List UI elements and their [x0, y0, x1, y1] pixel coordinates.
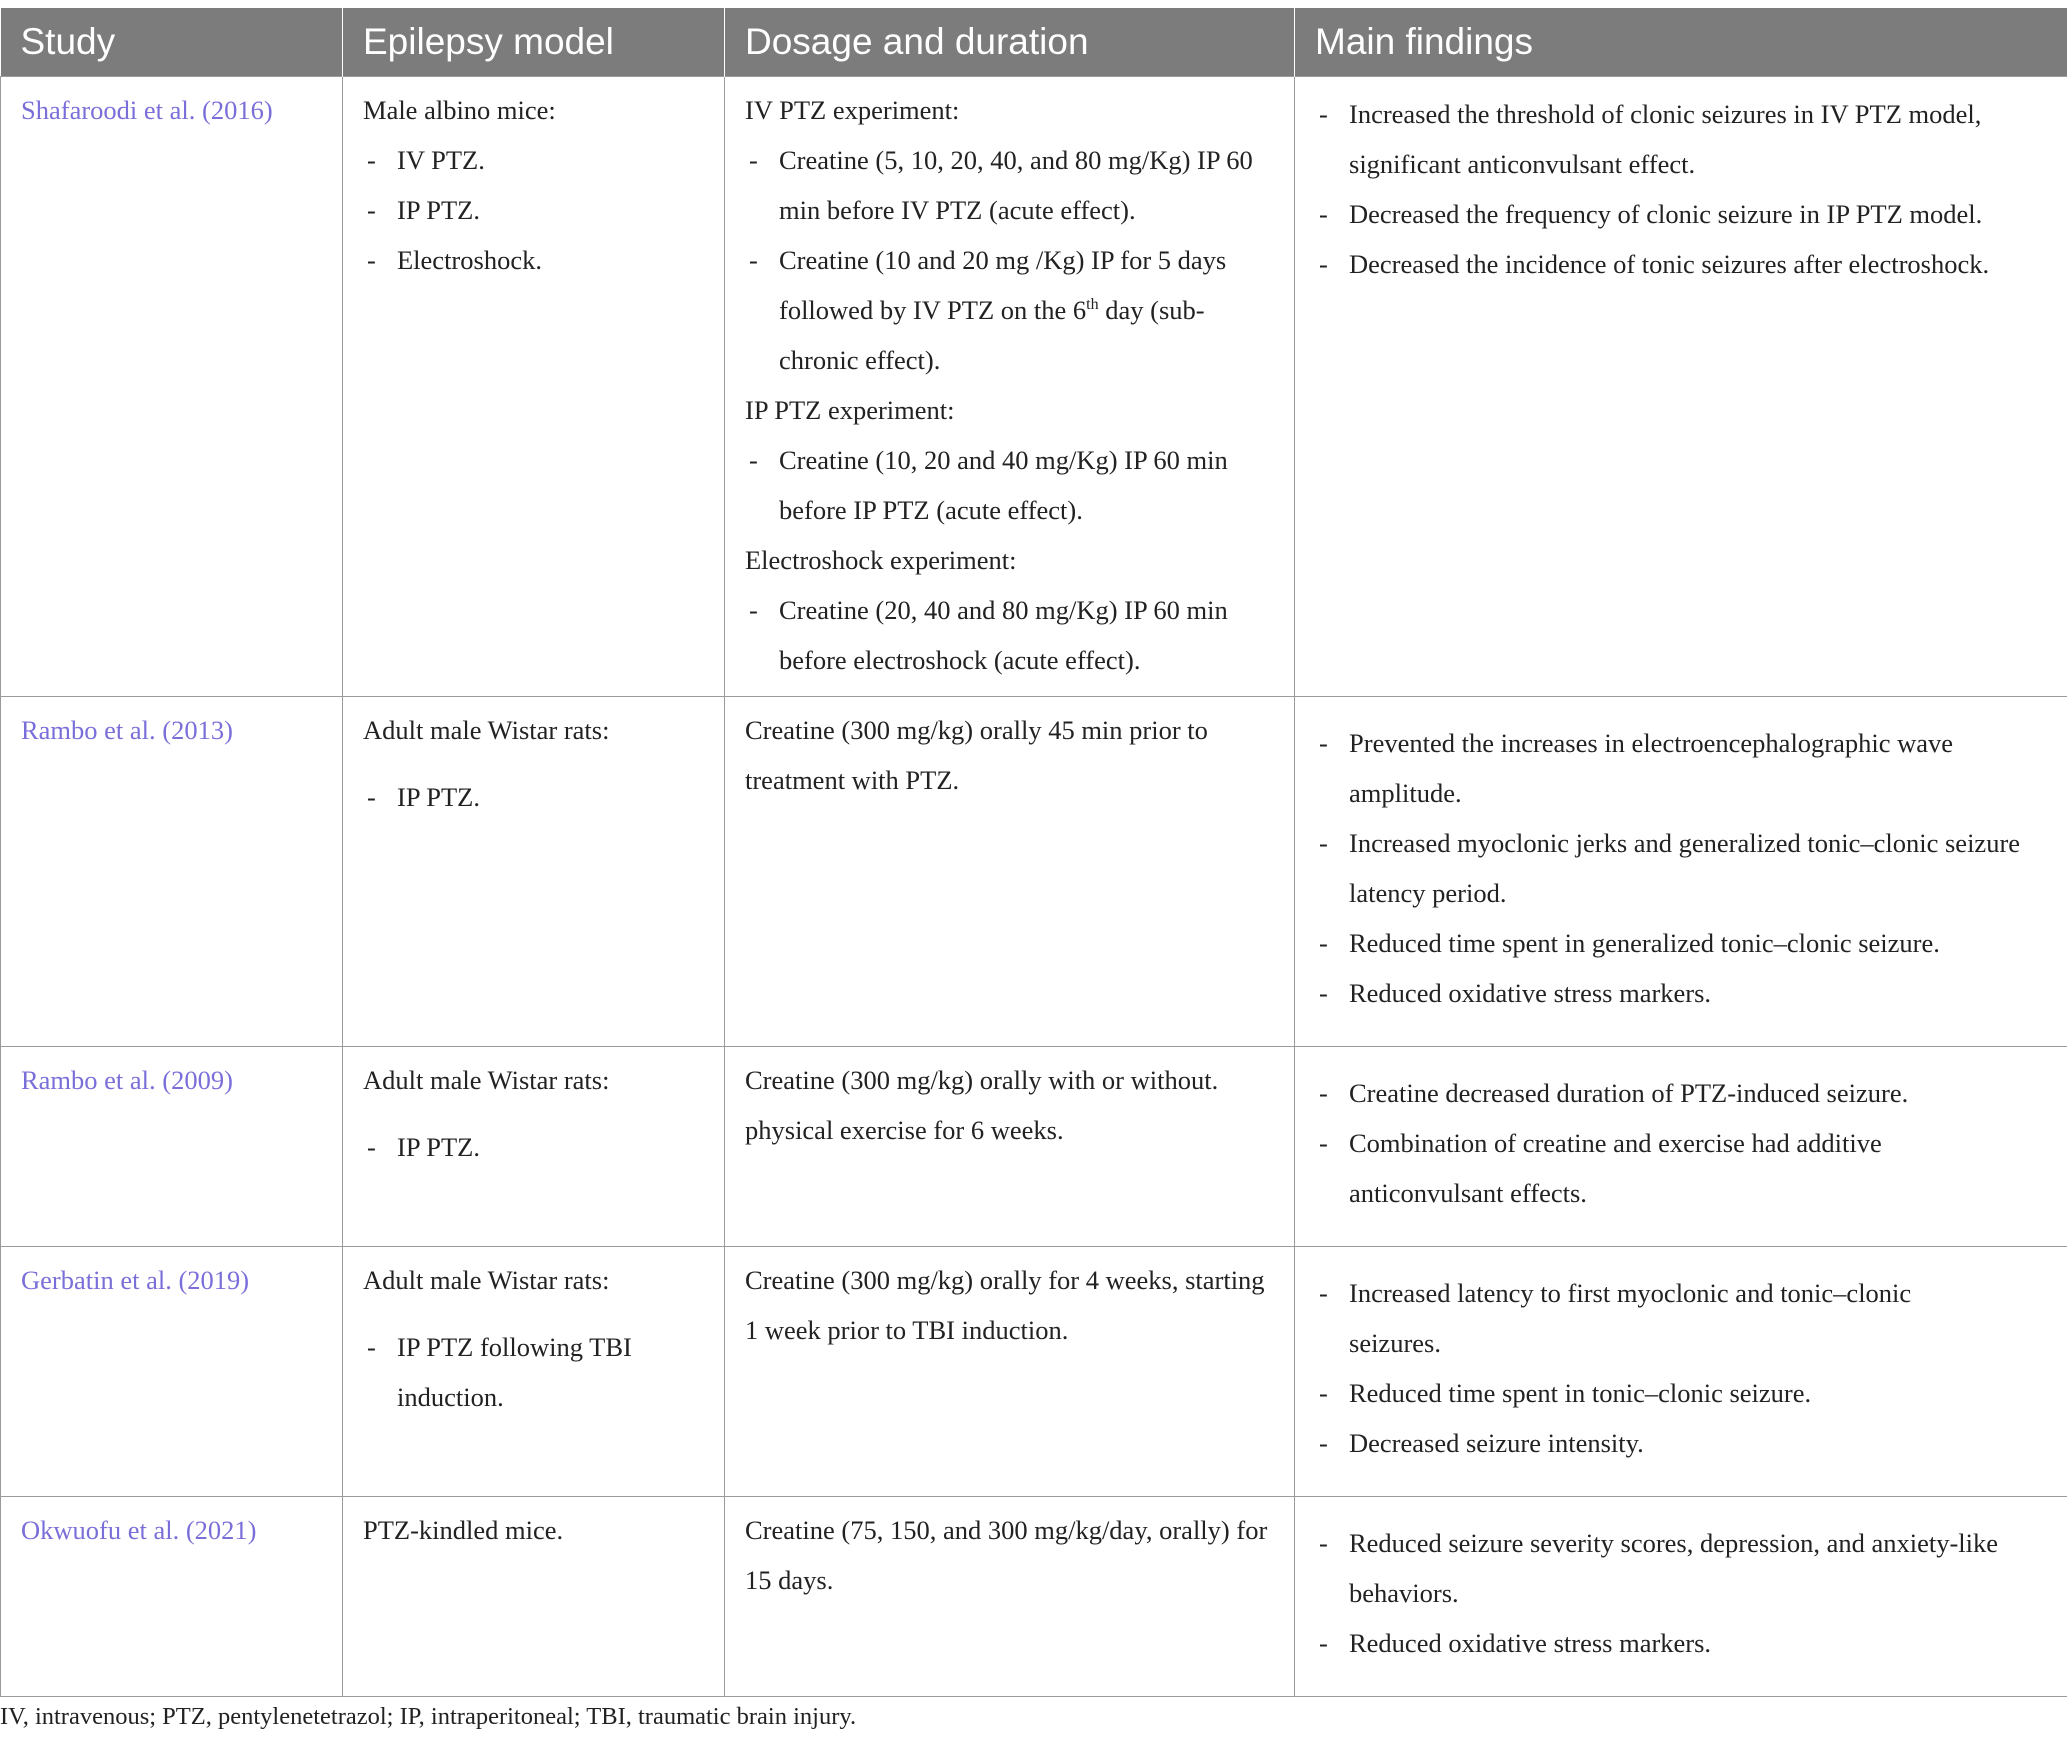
dosage-list: [745, 585, 1276, 685]
list-item: - Creatine (10, 20 and 40 mg/Kg) IP 60 min before IP PTZ (acute effect).: [745, 435, 1276, 535]
list-item: - IV PTZ.: [363, 135, 706, 185]
list-item: - Creatine (20, 40 and 80 mg/Kg) IP 60 min before electroshock (acute effect).: [745, 585, 1276, 685]
column-header-dosage-duration: Dosage and duration: [725, 8, 1295, 76]
study-link[interactable]: Rambo et al. (2009): [21, 1064, 233, 1095]
study-link[interactable]: Shafaroodi et al. (2016): [21, 94, 273, 125]
list-item: [745, 235, 1276, 385]
epilepsy-model-cell: [343, 76, 725, 696]
findings-list: [1315, 1268, 2049, 1468]
list-item: - Creatine decreased duration of PTZ-induced seizure.: [1315, 1068, 2049, 1118]
column-header-study: Study: [1, 8, 343, 76]
dosage-list: [745, 435, 1276, 535]
list-item: - Prevented the increases in electroencephalographic wave amplitude.: [1315, 718, 2049, 818]
column-header-main-findings: Main findings: [1295, 8, 2067, 76]
dosage-text: Creatine (75, 150, and 300 mg/kg/day, orally) for 15 days.: [745, 1514, 1268, 1595]
list-item: - IP PTZ.: [363, 1122, 706, 1172]
list-item: - Reduced seizure severity scores, depression, and anxiety-like behaviors.: [1315, 1518, 2049, 1618]
dosage-list: [745, 135, 1276, 385]
findings-cell: [1295, 1246, 2067, 1496]
dosage-subheading: IV PTZ experiment:: [745, 94, 960, 125]
study-link[interactable]: Rambo et al. (2013): [21, 714, 233, 745]
findings-cell: [1295, 76, 2067, 696]
list-item-text: Creatine (10 and 20 mg /Kg) IP for 5 days followed by IV PTZ on the 6: [779, 244, 1227, 325]
model-intro: Adult male Wistar rats:: [363, 714, 610, 745]
list-item: - Increased the threshold of clonic seizures in IV PTZ model, significant anticonvulsant effect.: [1315, 89, 2049, 189]
list-item: - Decreased the frequency of clonic seizure in IP PTZ model.: [1315, 189, 2049, 239]
table-header: [1, 8, 2067, 76]
list-item: - Decreased the incidence of tonic seizures after electroshock.: [1315, 239, 2049, 289]
dosage-cell: [725, 696, 1295, 1046]
epilepsy-model-cell: [343, 1496, 725, 1696]
dosage-text: Creatine (300 mg/kg) orally 45 min prior to treatment with PTZ.: [745, 714, 1208, 795]
list-item: - Reduced oxidative stress markers.: [1315, 1618, 2049, 1668]
dosage-cell: [725, 1246, 1295, 1496]
findings-list: [1315, 1068, 2049, 1218]
model-intro: Adult male Wistar rats:: [363, 1064, 610, 1095]
table-row: [1, 696, 2067, 1046]
list-item: - Increased myoclonic jerks and generalized tonic–clonic seizure latency period.: [1315, 818, 2049, 918]
table-row: [1, 1246, 2067, 1496]
list-item: - Reduced time spent in tonic–clonic seizure.: [1315, 1368, 2049, 1418]
epilepsy-model-cell: [343, 696, 725, 1046]
model-list: [363, 1122, 706, 1172]
list-item: - Electroshock.: [363, 235, 706, 285]
model-intro: Male albino mice:: [363, 94, 556, 125]
table-row: [1, 1496, 2067, 1696]
list-item: - Increased latency to first myoclonic and tonic–clonic seizures.: [1315, 1268, 2049, 1368]
study-link[interactable]: Gerbatin et al. (2019): [21, 1264, 250, 1295]
model-list: [363, 1322, 706, 1422]
dosage-cell: [725, 76, 1295, 696]
model-list: [363, 772, 706, 822]
findings-cell: [1295, 1046, 2067, 1246]
study-cell: [1, 1046, 343, 1246]
model-intro: Adult male Wistar rats:: [363, 1264, 610, 1295]
list-item: - Decreased seizure intensity.: [1315, 1418, 2049, 1468]
table-body: [1, 76, 2067, 1696]
dosage-text: Creatine (300 mg/kg) orally with or without. physical exercise for 6 weeks.: [745, 1064, 1219, 1145]
epilepsy-model-cell: [343, 1046, 725, 1246]
list-item: - IP PTZ.: [363, 772, 706, 822]
list-item-text: day (sub-chronic effect).: [779, 294, 1205, 375]
study-link[interactable]: Okwuofu et al. (2021): [21, 1514, 257, 1545]
dosage-cell: [725, 1046, 1295, 1246]
findings-cell: [1295, 1496, 2067, 1696]
list-item: - Reduced oxidative stress markers.: [1315, 968, 2049, 1018]
model-list: [363, 135, 706, 285]
document-page: [0, 8, 2067, 1697]
study-cell: [1, 1496, 343, 1696]
model-intro: PTZ-kindled mice.: [363, 1514, 564, 1545]
list-item: - IP PTZ.: [363, 185, 706, 235]
header-row: [1, 8, 2067, 76]
dosage-cell: [725, 1496, 1295, 1696]
epilepsy-model-cell: [343, 1246, 725, 1496]
dosage-subheading: IP PTZ experiment:: [745, 394, 955, 425]
creatine-studies-table: [0, 8, 2067, 1697]
table-row: [1, 1046, 2067, 1246]
findings-list: [1315, 85, 2049, 289]
list-item: - Combination of creatine and exercise had additive anticonvulsant effects.: [1315, 1118, 2049, 1218]
dosage-text: Creatine (300 mg/kg) orally for 4 weeks, starting 1 week prior to TBI induction.: [745, 1264, 1265, 1345]
list-item: - IP PTZ following TBI induction.: [363, 1322, 706, 1422]
column-header-epilepsy-model: Epilepsy model: [343, 8, 725, 76]
superscript: th: [1086, 295, 1099, 313]
list-item: - Reduced time spent in generalized tonic–clonic seizure.: [1315, 918, 2049, 968]
findings-list: [1315, 718, 2049, 1018]
findings-cell: [1295, 696, 2067, 1046]
dosage-subheading: Electroshock experiment:: [745, 544, 1017, 575]
findings-list: [1315, 1518, 2049, 1668]
study-cell: [1, 1246, 343, 1496]
study-cell: [1, 696, 343, 1046]
table-row: [1, 76, 2067, 696]
list-item: - Creatine (5, 10, 20, 40, and 80 mg/Kg) IP 60 min before IV PTZ (acute effect).: [745, 135, 1276, 235]
table-footnote: IV, intravenous; PTZ, pentylenetetrazol; IP, intraperitoneal; TBI, traumatic brain injury.: [0, 1703, 857, 1730]
study-cell: [1, 76, 343, 696]
